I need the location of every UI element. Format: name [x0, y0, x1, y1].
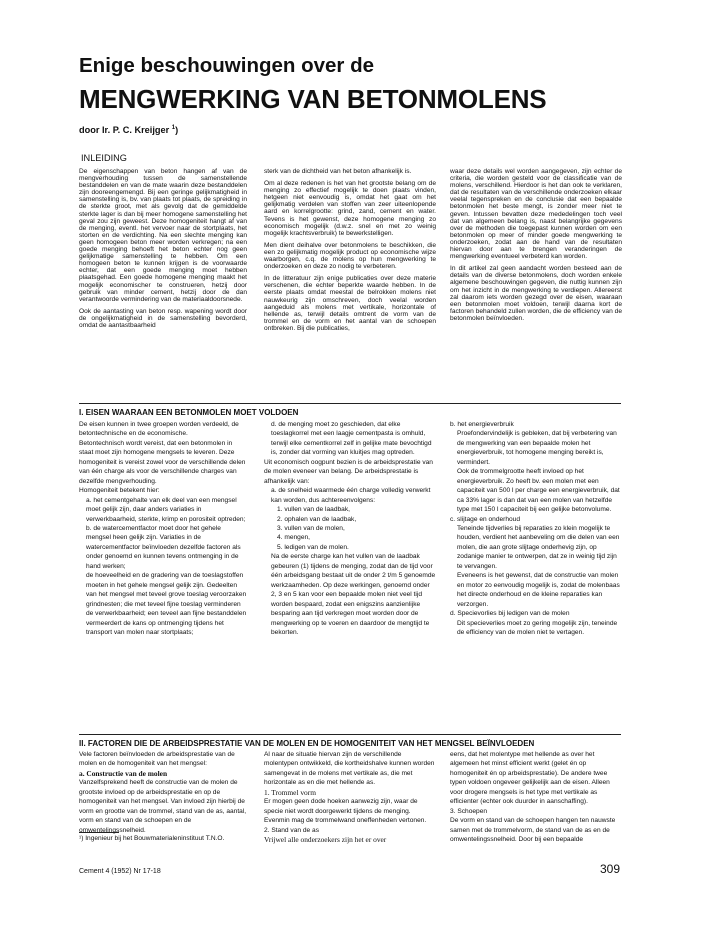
- footnote: ¹) Ingenieur bij het Bouwmaterialeninstituut T.N.O.: [79, 835, 225, 842]
- byline-close: ): [175, 125, 179, 136]
- list-item: 1. vullen van de laadbak,: [277, 506, 350, 514]
- paragraph: De eigenschappen van beton hangen af van de mengverhouding tussen de samenstellende bestanddelen en van de mate waarin deze bestanddelen zijn dooreengemengd. Bij een geringe gelijkmatigheid in samenstelling is, bv. van plaats tot plaats, de spreiding in de sterkte groot, met als gevolg dat de gemiddelde sterkte lager is dan bij meer homogene samenstelling het geval zou zijn geweest. Deze homogeniteit hangt af van de menging, eventl. het vervoer naar de stortplaats, het storten en de verdichting. Na een slechte menging kan geen homogeen beton meer worden verkregen; na een goede menging behoeft het beton echter nog geen gelijkmatige samenstelling te hebben. Om een homogeen beton te kunnen krijgen is de voorwaarde echter, dat een goede menging moet hebben plaatsgehad. Een goede homogene menging maakt het mogelijk economischer te construeren, hetzij door gebruik van minder cement, hetzij door de dan verantwoorde vermindering van de materiaaldoorsnede.: [79, 168, 247, 303]
- subheading: 3. Schoepen: [450, 807, 488, 815]
- paragraph: Men dient deihalve over betonmolens te beschikken, die een zo gelijkmatig mogelijk product op economische wijze waarborgen, c.q. de molens op hun mengwerking te onderzoeken en deze zo nodig te verbeteren.: [264, 241, 436, 271]
- list-item: 3. vullen van de molen,: [277, 524, 345, 532]
- paragraph: Vrijwel alle onderzoekers zijn het er over: [264, 835, 387, 845]
- paragraph: Vanzelfsprekend heeft de constructie van de molen de grootste invloed op de arbeidsprestatie en op de homogeniteit van het mengsel. Van invloed zijn hierbij de vorm en grootte van de trommel, stand van de as, aantal, vorm en stand van de schoepen en de omwentelingssnelheid.: [79, 779, 247, 834]
- section-2-column-1: [79, 750, 247, 835]
- section-2-column-3: [450, 750, 622, 845]
- byline-text: door Ir. P. C. Kreijger: [79, 125, 170, 136]
- subheading: 1. Trommel vorm: [264, 787, 316, 797]
- section-1-heading: I. EISEN WAARAAN EEN BETONMOLEN MOET VOLDOEN: [79, 403, 621, 417]
- paragraph: Uit economisch oogpunt bezien is de arbeidsprestatie van de molen eveneer van belang. De arbeidsprestatie is afhankelijk van:: [264, 458, 433, 485]
- paragraph: Er mogen geen dode hoeken aanwezig zijn, waar de specie niet wordt doorgewerkt tijdens de menging. Evenmin mag de trommelwand oneffenheden vertonen.: [264, 798, 427, 825]
- intro-column-1: [79, 168, 247, 334]
- paragraph: Proefondervindelijk is gebleken, dat bij verbetering van de mengwerking van een bepaalde molen het energieverbruik, tot homogene menging bereikt is, vermindert.: [457, 430, 617, 466]
- intro-heading: INLEIDING: [81, 153, 127, 163]
- subheading: 2. Stand van de as: [264, 826, 319, 834]
- paragraph: Na de eerste charge kan het vullen van de laadbak gebeuren (1) tijdens de menging, zodat dan de tijd voor één arbeidsgang bestaat uit de onder 2 t/m 5 genoemde werkzaamheden. Op deze werkingen, genoemd onder 2, 3 en 5 kan voor een bepaalde molen niet veel tijd worden bespaard, zodat een enigszins aanzienlijke besparing aan tijd verkregen moet worden door de mengwerking op te voeren en daardoor de mengtijd te bekorten.: [271, 553, 436, 636]
- intro-column-2: [264, 168, 436, 337]
- journal-footer: Cement 4 (1952) Nr 17-18: [79, 868, 161, 875]
- paragraph: Al naar de situatie hiervan zijn de verschillende molentypen ontwikkeld, die kortheidshalve kunnen worden samengevat in de molens met vertikale as, die met horizontale as en die met hellende as.: [264, 751, 435, 787]
- subheading: b. het energieverbruik: [450, 421, 514, 428]
- section-2-heading: II. FACTOREN DIE DE ARBEIDSPRESTATIE VAN DE MOLEN EN DE HOMOGENITEIT VAN HET MENGSEL BEÏNVLOEDEN: [79, 734, 621, 748]
- paragraph: De eisen kunnen in twee groepen worden verdeeld, de betontechnische en de economische.: [79, 421, 239, 438]
- paragraph: eens, dat het molentype met hellende as over het algemeen het minst efficient werkt (gelet én op homogeniteit én op arbeidsprestatie). De andere twee typen voldoen ongeveer gelijkelijk aan de eisen. Alleen voor drogere mengsels is het type met vertikale as efficienter (echter ook duurder in aanschaffing).: [450, 751, 610, 806]
- paragraph: Homogeniteit betekent hier:: [79, 487, 160, 495]
- paragraph: Dit specieverlies moet zo gering mogelijk zijn, teneinde de efficiency van de molen niet te vertagen.: [457, 619, 618, 636]
- list-item: 2. ophalen van de laadbak,: [277, 515, 357, 523]
- byline-footnote-mark: 1: [171, 125, 176, 131]
- paragraph: In de litteratuur zijn enige publicaties over deze materie verschenen, die echter beperkte waarde hebben. In de eerste plaats omdat meestal de belrokken molens niet nauwkeurig zijn omschreven, doch veelal worden aangeduid als molens met vertikale, horizontale of hellende as, terwijl details omtrent de vorm van de trommel en de vorm en het aantal van de schoepen ontbreken. Bij die publicaties,: [264, 275, 436, 332]
- article-title-line2: MENGWERKING VAN BETONMOLENS: [79, 84, 547, 114]
- byline: [79, 125, 178, 135]
- footnote-rule: [79, 832, 119, 833]
- paragraph: Ook de aantasting van beton resp. wapening wordt door de ongelijkmatigheid in de samenstelling bevorderd, omdat de aantastbaarheid: [79, 307, 247, 329]
- section-1-column-1: [79, 420, 247, 637]
- paragraph: Teneinde tijdverlies bij reparaties zo klein mogelijk te houden, verdient het aanbeveling om die delen van een molen, die aan grote slijtage onderhevig zijn, op zodanige manier te ontwerpen, dat ze in weinig tijd zijn te vervangen.: [457, 524, 620, 570]
- list-item: b. de watercementfactor moet door het gehele mengsel heen gelijk zijn. Variaties in de watercementfactor beïnvloeden dezelfde factoren als onder genoemd en kunnen tevens ontmenging in de hand werken;: [86, 524, 241, 570]
- list-item: a. de snelheid waarmede één charge volledig verwerkt kan worden, dus achtereenvolgens:: [271, 487, 431, 504]
- page-number: 309: [600, 862, 621, 876]
- subheading: a. Constructie van de molen: [79, 768, 168, 778]
- subheading: c. slijtage en onderhoud: [450, 515, 521, 523]
- paragraph: Eveneens is het gewenst, dat de constructie van molen en motor zo eenvoudig mogelijk is, zodat de molenbaas het directe onderhoud en de kleine reparaties kan verzorgen.: [457, 572, 620, 608]
- section-1-column-3: [450, 420, 622, 637]
- list-item: d. de menging moet zo geschieden, dat elke toeslagkorrel met een laagje cementpasta is omhuld, terwijl elke cementkorrel zelf in gelijke mate bevochtigd is, zonder dat vorming van kluitjes mag optreden.: [271, 421, 432, 457]
- paragraph: Om al deze redenen is het van het grootste belang om de menging zo effectief mogelijk te doen plaats vinden, hetgeen niet eenvoudig is, omdat het gaat om het gelijkmatig verdelen van stoffen van zeer uiteenlopende aard en korrelgrootte: grind, zand, cement en water. Tevens is het gewenst, deze homogene menging zo economisch mogelijk (d.w.z. snel en met zo weinig mogelijk krachtsverbruik) te bewerkstelligen.: [264, 180, 436, 237]
- list-item: de hoeveelheid en de gradering van de toeslagstoffen moeten in het gehele mengsel gelijk zijn. Gedeelten van het mengsel met teveel grove toeslag veroorzaken grindnesten; die met teveel fijne toeslag verminderen de verwerkbaarheid; een teveel aan fijne bestanddelen vermeerdert de kans op ontmenging tijdens het transport van molen naar stortplaats;: [86, 572, 247, 636]
- paragraph: waar deze details wel worden aangegeven, zijn echter de criteria, die worden gesteld voor de classificatie van de molens, verschillend. Hierdoor is het dan ook te verklaren, dat de resultaten van de verschillende onderzoeken elkaar veelal tegenspreken en de conclusie dat een bepaalde betonmolen het beste mengt, is zonder meer niet te geven. Intussen bevatten deze mededelingen toch veel dat van algemeen belang is, naast belangrijke gegevens over de methoden die toegepast kunnen worden om een betonmolen op meer of minder goede mengwerking te onderzoeken, zodat aan de hand van de resultaten hiervan door aan te brengen veranderingen de mengwerking eventueel verbeterd kan worden.: [450, 168, 622, 261]
- paragraph: Betontechnisch wordt vereist, dat een betonmolen in staat moet zijn homogene mengsels te leveren. Deze homogeniteit is vereist zowel voor de verschillende delen van één charge als voor de verschillende charges van dezelfde mengverhouding.: [79, 439, 246, 485]
- list-item: a. het cementgehalte van elk deel van een mengsel moet gelijk zijn, daar anders variaties in verwerkbaarheid, sterkte, krimp en porositeit optreden;: [86, 496, 246, 523]
- paragraph: In dit artikel zal geen aandacht worden besteed aan de details van de diverse betonmolens, doch worden enkele algemene beschouwingen gegeven, die nuttig kunnen zijn om het inzicht in de mengwerking te verdiepen. Allereerst zal daarom iets worden gezegd over de eisen, waaraan een betonmolen moet voldoen, terwijl daarna kort de factoren behandeld zullen worden, die de efficiency van de betonmolen beïnvloeden.: [450, 265, 622, 322]
- paragraph: De vorm en stand van de schoepen hangen ten nauwste samen met de trommelvorm, de stand van de as en de omwentelingssnelheid. Door bij een bepaalde: [450, 817, 616, 844]
- article-title-line1: Enige beschouwingen over de: [79, 54, 375, 77]
- paragraph: Ook de trommelgrootte heeft invloed op het energieverbruik. Zo heeft bv. een molen met een capaciteit van 500 l per charge een energieverbruik, dat ca 33% lager is dan dat van een molen van hetzelfde type met 150 l capaciteit bij een gelijke betonvolume.: [457, 468, 620, 514]
- list-item: 4. mengen,: [277, 534, 310, 542]
- paragraph: sterk van de dichtheid van het beton afhankelijk is.: [264, 168, 412, 175]
- section-2-column-2: [264, 750, 436, 845]
- subheading: d. Specievorlies bij ledigen van de molen: [450, 610, 570, 618]
- intro-column-3: [450, 168, 622, 327]
- list-item: 5. ledigen van de molen.: [277, 543, 349, 551]
- paragraph: Vele factoren beïnvloeden de arbeidsprestatie van de molen en de homogeniteit van het mengsel:: [79, 751, 235, 768]
- section-1-column-2: [264, 420, 436, 637]
